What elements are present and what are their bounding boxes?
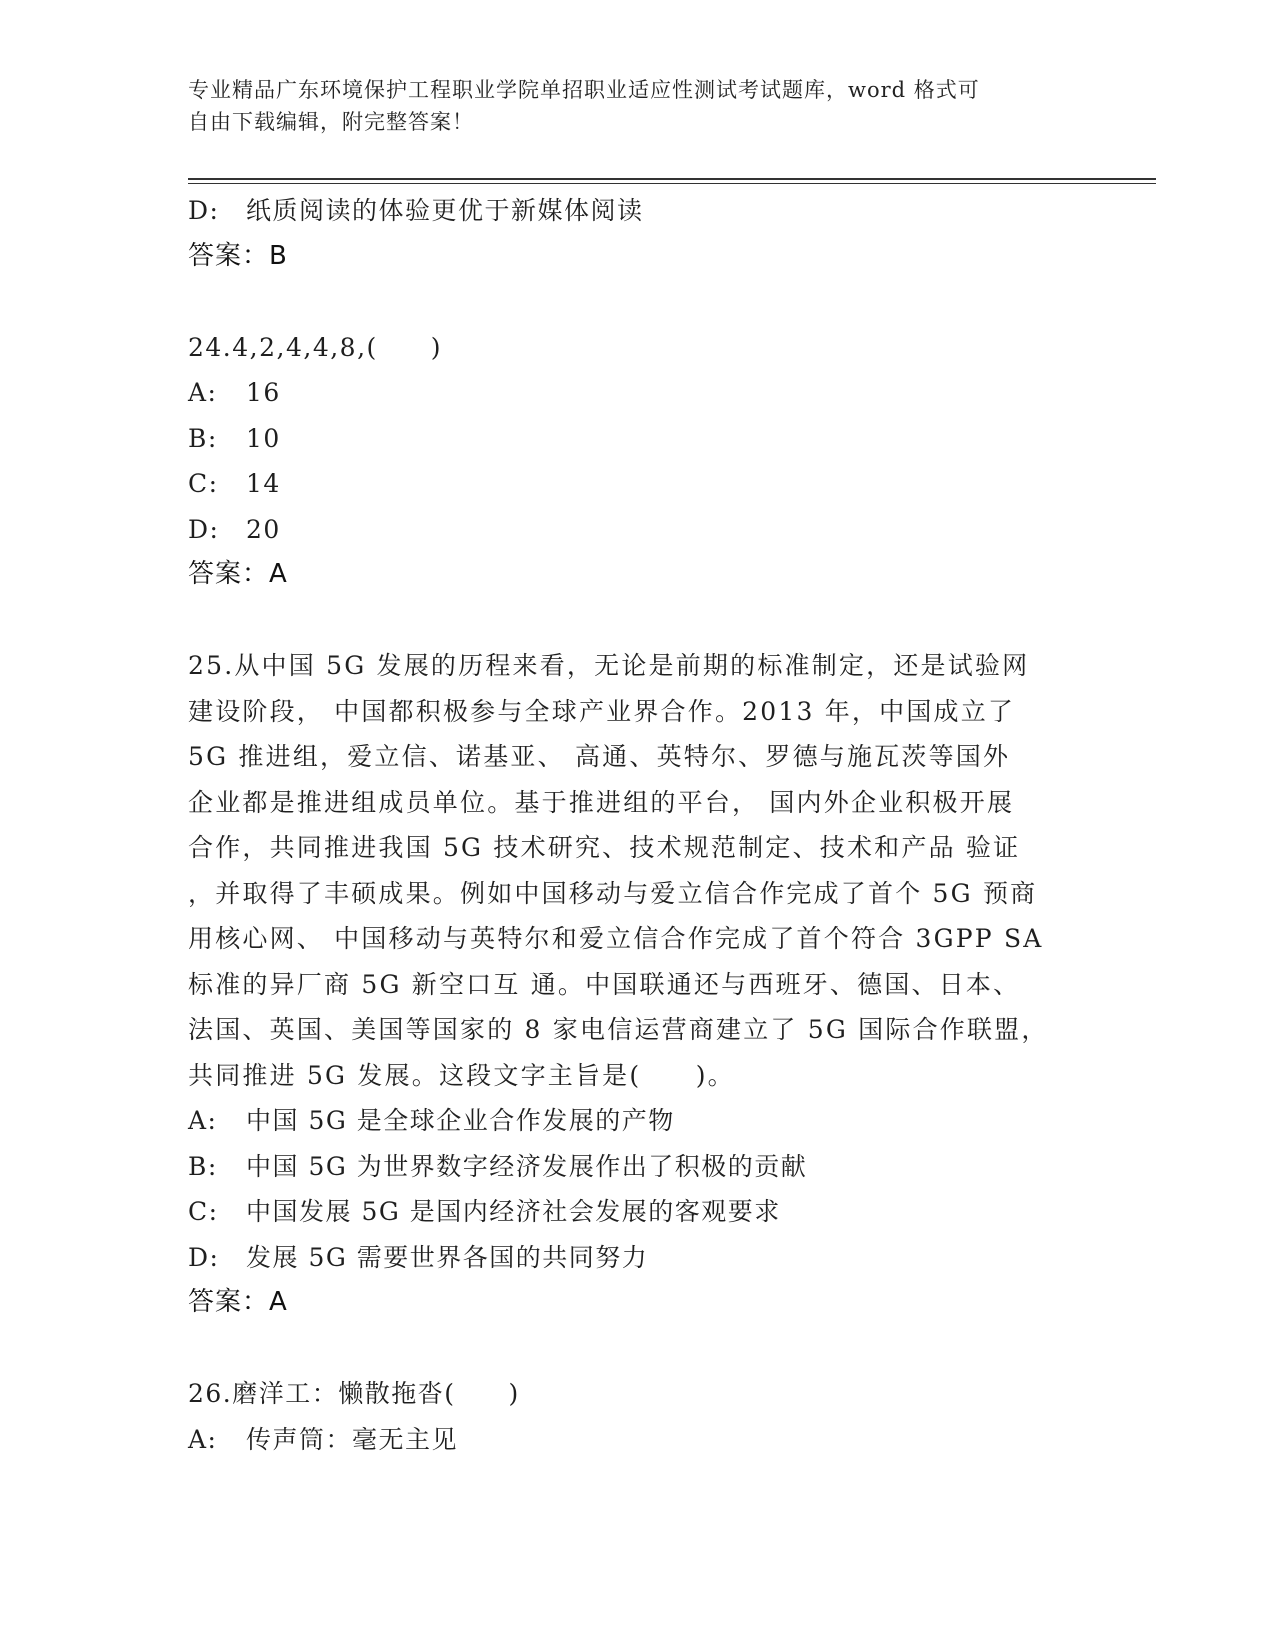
- header-title-line-1: 专业精品广东环境保护工程职业学院单招职业适应性测试考试题库，word 格式可: [188, 78, 980, 102]
- option-letter: D:: [188, 196, 220, 225]
- question-stem-line: 25.从中国 5G 发展的历程来看，无论是前期的标准制定，还是试验网: [188, 651, 1030, 680]
- answer-line: 答案：A: [188, 559, 288, 589]
- option-text: 中国 5G 为世界数字经济发展作出了积极的贡献: [246, 1151, 808, 1181]
- question-stem-line: ，并取得了丰硕成果。例如中国移动与爱立信合作完成了首个 5G 预商: [188, 878, 1038, 908]
- header-divider-thick: [188, 178, 1156, 180]
- document-body: [188, 188, 1088, 1462]
- option-text: 16: [246, 378, 281, 407]
- option-letter: C:: [188, 1197, 219, 1226]
- option-letter: A:: [188, 378, 218, 407]
- option-letter: D:: [188, 1242, 220, 1272]
- option-text: 10: [246, 423, 281, 453]
- question-stem-line: 合作，共同推进我国 5G 技术研究、技术规范制定、技术和产品 验证: [188, 833, 1021, 862]
- option-d: [188, 188, 1088, 234]
- option-letter: A:: [188, 1106, 218, 1135]
- spacer: [188, 598, 1088, 644]
- question-stem-line: 法国、英国、美国等国家的 8 家电信运营商建立了 5G 国际合作联盟，: [188, 1015, 1049, 1044]
- option-text: 20: [246, 514, 281, 544]
- question-stem-line: 标准的异厂商 5G 新空口互 通。中国联通还与西班牙、德国、日本、: [188, 969, 1021, 999]
- option-text: 纸质阅读的体验更优于新媒体阅读: [246, 196, 644, 225]
- option-letter: B:: [188, 1151, 218, 1181]
- header-divider-thin: [188, 183, 1156, 184]
- page-header: [188, 74, 1068, 138]
- question-stem-line: 建设阶段， 中国都积极参与全球产业界合作。2013 年，中国成立了: [188, 696, 1016, 726]
- option-letter: A:: [188, 1424, 218, 1454]
- option-letter: D:: [188, 514, 220, 544]
- option-c: [188, 461, 1088, 507]
- option-a: [188, 1417, 1088, 1463]
- option-d: [188, 507, 1088, 553]
- spacer: [188, 279, 1088, 325]
- option-b: [188, 416, 1088, 462]
- option-text: 传声筒：毫无主见: [246, 1424, 459, 1454]
- answer-line: 答案：B: [188, 240, 288, 271]
- question-stem: 26.磨洋工：懒散拖沓( ): [188, 1379, 520, 1408]
- option-a: [188, 370, 1088, 416]
- option-d: [188, 1235, 1088, 1281]
- question-stem-line: 5G 推进组，爱立信、诺基亚、 高通、英特尔、罗德与施瓦茨等国外: [188, 742, 1011, 771]
- option-letter: B:: [188, 423, 218, 453]
- option-b: [188, 1144, 1088, 1190]
- option-letter: C:: [188, 469, 219, 498]
- question-stem: 24.4,2,4,4,8,( ): [188, 332, 443, 362]
- option-c: [188, 1189, 1088, 1235]
- header-title-line-2: 自由下载编辑，附完整答案！: [188, 110, 474, 134]
- question-stem-line: 企业都是推进组成员单位。基于推进组的平台， 国内外企业积极开展: [188, 787, 1015, 817]
- question-stem-line: 用核心网、 中国移动与英特尔和爱立信合作完成了首个符合 3GPP SA: [188, 924, 1044, 953]
- option-text: 中国 5G 是全球企业合作发展的产物: [246, 1106, 675, 1135]
- option-text: 中国发展 5G 是国内经济社会发展的客观要求: [246, 1197, 781, 1226]
- answer-line: 答案：A: [188, 1287, 288, 1317]
- question-stem-line: 共同推进 5G 发展。这段文字主旨是( )。: [188, 1060, 735, 1090]
- spacer: [188, 1326, 1088, 1372]
- option-a: [188, 1098, 1088, 1144]
- option-text: 发展 5G 需要世界各国的共同努力: [246, 1242, 649, 1272]
- option-text: 14: [246, 469, 281, 498]
